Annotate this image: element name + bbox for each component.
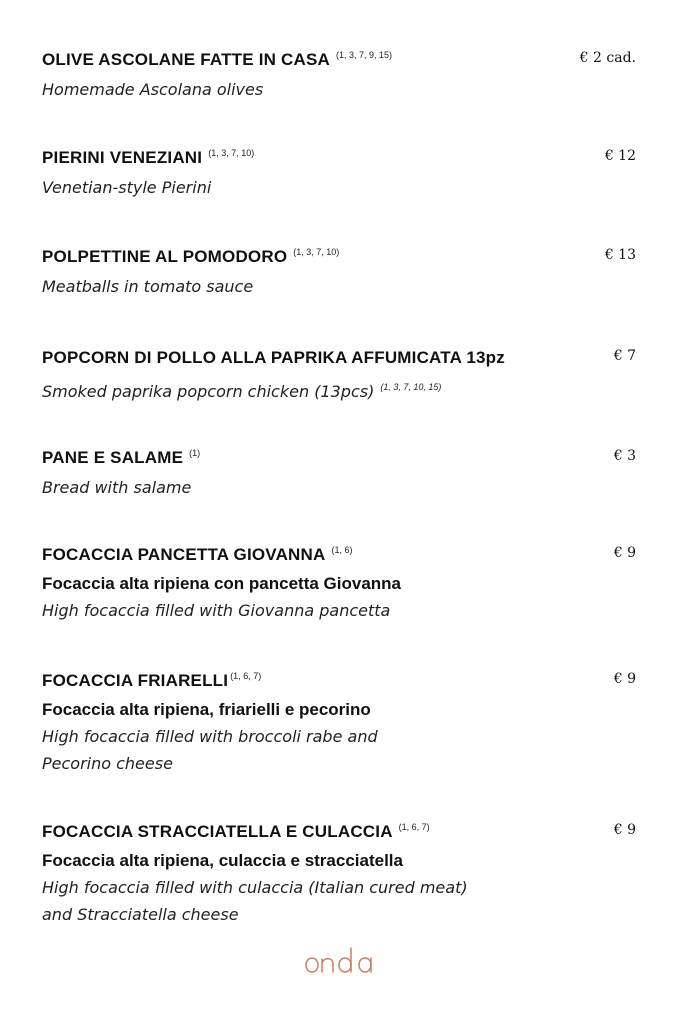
menu-item xyxy=(42,545,642,624)
onda-logo-mark xyxy=(306,948,371,972)
menu-item-price: € 3 xyxy=(613,448,636,464)
menu-item-description xyxy=(42,374,642,405)
menu-item-price: € 9 xyxy=(613,822,636,838)
menu-item-description-line: and Stracciatella cheese xyxy=(42,905,239,924)
menu-item-subtitle: Focaccia alta ripiena con pancetta Giovanna xyxy=(42,574,402,593)
menu-item-title: FOCACCIA STRACCIATELLA E CULACCIA xyxy=(42,822,393,841)
allergen-codes: (1, 6, 7) xyxy=(398,822,430,832)
menu-item-description: High focaccia filled with Giovanna pancetta xyxy=(42,601,391,620)
onda-logo xyxy=(303,942,383,982)
menu-item-price: € 12 xyxy=(604,148,636,164)
menu-item-description: Homemade Ascolana olives xyxy=(42,80,264,99)
menu-item-price: € 2 cad. xyxy=(579,50,636,66)
menu-item-header xyxy=(42,671,642,697)
menu-item-price: € 7 xyxy=(613,348,636,364)
allergen-codes: (1, 6, 7) xyxy=(230,671,262,681)
menu-item-price: € 9 xyxy=(613,545,636,561)
menu-item-header xyxy=(42,50,642,76)
menu-item-price: € 9 xyxy=(613,671,636,687)
menu-item-description: Venetian-style Pierini xyxy=(42,178,212,197)
menu-item xyxy=(42,671,642,777)
menu-item-title: OLIVE ASCOLANE FATTE IN CASA xyxy=(42,50,331,69)
menu-item-title: FOCACCIA FRIARELLI xyxy=(42,671,229,690)
allergen-codes: (1, 3, 7, 10) xyxy=(208,148,255,158)
menu-item xyxy=(42,148,642,201)
allergen-codes: (1) xyxy=(189,448,201,458)
menu-item-header xyxy=(42,148,642,174)
menu-item-price: € 13 xyxy=(604,247,636,263)
menu-item-description-line: High focaccia filled with broccoli rabe and xyxy=(42,727,378,746)
menu-item-title: PIERINI VENEZIANI xyxy=(42,148,203,167)
allergen-codes: (1, 6) xyxy=(331,545,353,555)
menu-item xyxy=(42,822,642,928)
menu-item-header xyxy=(42,545,642,571)
menu-item-description: Meatballs in tomato sauce xyxy=(42,277,254,296)
menu-item-description: Bread with salame xyxy=(42,478,192,497)
menu-item-subtitle: Focaccia alta ripiena, friarielli e pecorino xyxy=(42,700,371,719)
menu-item-header xyxy=(42,247,642,273)
menu-item-title: PANE E SALAME xyxy=(42,448,184,467)
allergen-codes: (1, 3, 7, 10) xyxy=(293,247,340,257)
menu-item-header xyxy=(42,448,642,474)
allergen-codes: (1, 3, 7, 9, 15) xyxy=(336,50,393,60)
menu-item-title: POPCORN DI POLLO ALLA PAPRIKA AFFUMICATA 13pz xyxy=(42,348,505,367)
menu-item-title: FOCACCIA PANCETTA GIOVANNA xyxy=(42,545,326,564)
menu-item-subtitle: Focaccia alta ripiena, culaccia e stracciatella xyxy=(42,851,403,870)
menu-item-header xyxy=(42,822,642,848)
menu-item-description-line: Pecorino cheese xyxy=(42,754,173,773)
menu-item-description-line: High focaccia filled with culaccia (Italian cured meat) xyxy=(42,878,468,897)
menu-item xyxy=(42,448,642,501)
menu-item-description-text: Smoked paprika popcorn chicken (13pcs) xyxy=(42,382,375,401)
menu-item xyxy=(42,348,642,405)
menu-item xyxy=(42,50,642,103)
menu-item xyxy=(42,247,642,300)
menu-item-header xyxy=(42,348,642,374)
allergen-codes: (1, 3, 7, 10, 15) xyxy=(380,382,442,392)
menu-item-title: POLPETTINE AL POMODORO xyxy=(42,247,288,266)
